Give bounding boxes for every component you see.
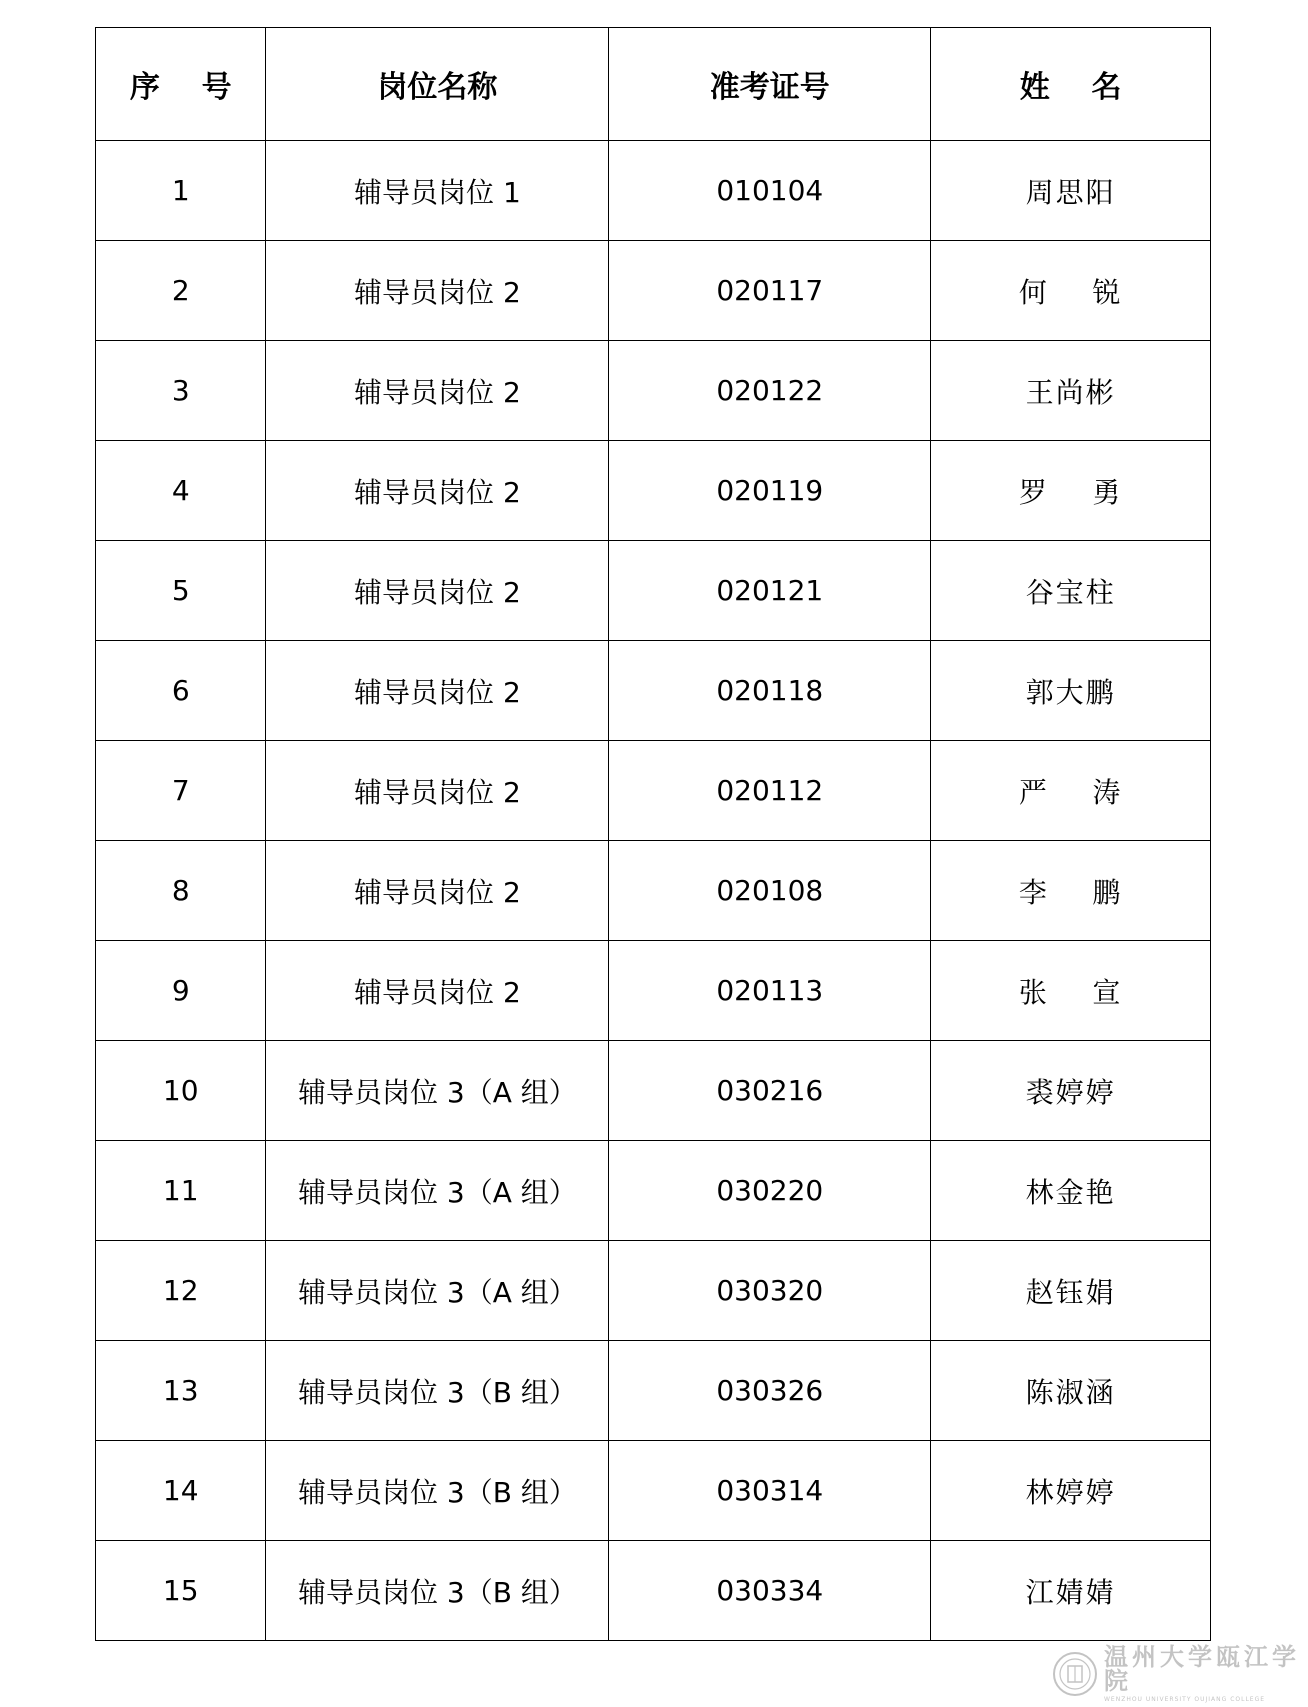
ticket-cell: 020121 [609,541,931,641]
table-row [96,241,1211,341]
seq-cell: 3 [96,341,266,441]
table-row [96,1141,1211,1241]
table-row [96,1541,1211,1641]
seq-cell: 13 [96,1341,266,1441]
ticket-cell: 020112 [609,741,931,841]
header-seq: 序 号 [96,28,266,141]
college-seal-icon [1052,1651,1098,1697]
ticket-cell: 030314 [609,1441,931,1541]
seq-cell: 5 [96,541,266,641]
college-name-cn: 温州大学瓯江学院 [1104,1642,1300,1695]
post-cell: 辅导员岗位 2 [266,441,609,541]
name-cell: 林金艳 [931,1141,1211,1241]
table-row [96,1341,1211,1441]
ticket-cell: 020118 [609,641,931,741]
ticket-cell: 030220 [609,1141,931,1241]
name-cell: 裘婷婷 [931,1041,1211,1141]
seq-cell: 12 [96,1241,266,1341]
name-cell: 谷宝柱 [931,541,1211,641]
college-name-en: WENZHOU UNIVERSITY OUJIANG COLLEGE [1104,1696,1266,1703]
name-cell: 陈淑涵 [931,1341,1211,1441]
seq-cell: 1 [96,141,266,241]
seq-cell: 7 [96,741,266,841]
post-cell: 辅导员岗位 2 [266,941,609,1041]
table-row [96,341,1211,441]
table-row [96,641,1211,741]
seq-cell: 15 [96,1541,266,1641]
post-cell: 辅导员岗位 2 [266,541,609,641]
post-cell: 辅导员岗位 2 [266,241,609,341]
post-cell: 辅导员岗位 2 [266,341,609,441]
table-header-row [96,28,1211,141]
name-cell: 王尚彬 [931,341,1211,441]
ticket-cell: 020122 [609,341,931,441]
seq-cell: 4 [96,441,266,541]
ticket-cell: 020113 [609,941,931,1041]
post-cell: 辅导员岗位 3（B 组） [266,1341,609,1441]
name-cell: 郭大鹏 [931,641,1211,741]
post-cell: 辅导员岗位 2 [266,741,609,841]
table-row [96,541,1211,641]
ticket-cell: 030334 [609,1541,931,1641]
table-row [96,1441,1211,1541]
header-ticket: 准考证号 [609,28,931,141]
table-row [96,941,1211,1041]
name-cell: 罗 勇 [931,441,1211,541]
post-cell: 辅导员岗位 2 [266,641,609,741]
table-row [96,741,1211,841]
name-cell: 严 涛 [931,741,1211,841]
ticket-cell: 030326 [609,1341,931,1441]
table-row [96,1241,1211,1341]
table-body [96,141,1211,1641]
table-row [96,441,1211,541]
post-cell: 辅导员岗位 3（B 组） [266,1441,609,1541]
table-row [96,1041,1211,1141]
post-cell: 辅导员岗位 2 [266,841,609,941]
ticket-cell: 020119 [609,441,931,541]
header-name: 姓 名 [931,28,1211,141]
seq-cell: 2 [96,241,266,341]
seq-cell: 9 [96,941,266,1041]
seq-cell: 6 [96,641,266,741]
seq-cell: 8 [96,841,266,941]
college-logo-watermark [1052,1642,1302,1703]
name-cell: 赵钰娟 [931,1241,1211,1341]
post-cell: 辅导员岗位 3（B 组） [266,1541,609,1641]
ticket-cell: 010104 [609,141,931,241]
post-cell: 辅导员岗位 1 [266,141,609,241]
name-cell: 张 宣 [931,941,1211,1041]
ticket-cell: 030320 [609,1241,931,1341]
ticket-cell: 030216 [609,1041,931,1141]
table-row [96,141,1211,241]
post-cell: 辅导员岗位 3（A 组） [266,1041,609,1141]
name-cell: 何 锐 [931,241,1211,341]
seq-cell: 10 [96,1041,266,1141]
seq-cell: 11 [96,1141,266,1241]
name-cell: 林婷婷 [931,1441,1211,1541]
seq-cell: 14 [96,1441,266,1541]
ticket-cell: 020117 [609,241,931,341]
ticket-cell: 020108 [609,841,931,941]
post-cell: 辅导员岗位 3（A 组） [266,1241,609,1341]
name-cell: 江婧婧 [931,1541,1211,1641]
name-cell: 周思阳 [931,141,1211,241]
table-row [96,841,1211,941]
header-post: 岗位名称 [266,28,609,141]
post-cell: 辅导员岗位 3（A 组） [266,1141,609,1241]
name-cell: 李 鹏 [931,841,1211,941]
results-table [95,27,1211,1641]
